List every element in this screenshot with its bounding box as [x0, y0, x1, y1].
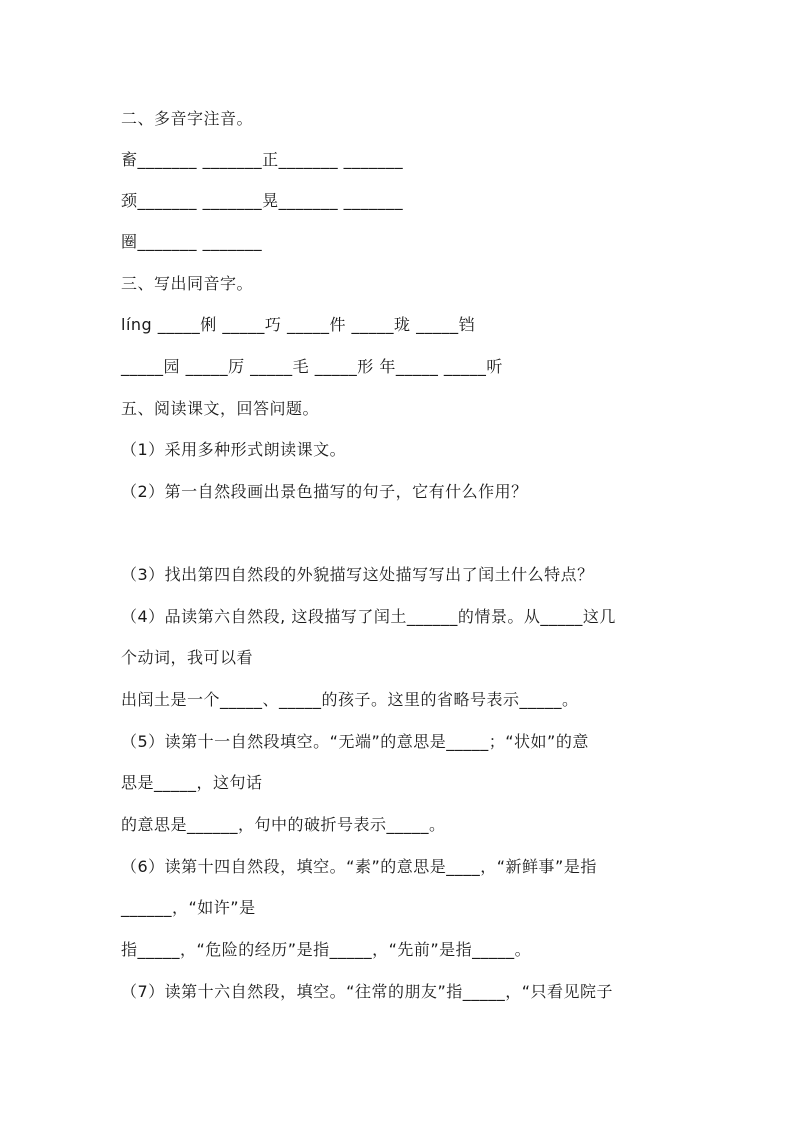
homophone-line-2: _____园 _____厉 _____毛 _____形 年_____ _____听 [121, 357, 503, 376]
question-4-line-1: （4）品读第六自然段, 这段描写了闰土______的情景。从_____这几 [121, 607, 616, 626]
homophone-line-1: líng _____俐 _____巧 _____件 _____珑 _____铛 [121, 315, 476, 334]
question-1: （1）采用多种形式朗读课文。 [121, 440, 347, 459]
question-5-line-1: （5）读第十一自然段填空。“无端”的意思是_____；“状如”的意 [121, 732, 589, 751]
question-6-line-1: （6）读第十四自然段，填空。“素”的意思是____，“新鲜事”是指 [121, 857, 597, 876]
question-2: （2）第一自然段画出景色描写的句子，它有什么作用？ [121, 482, 528, 501]
question-4-line-3: 出闰土是一个_____、_____的孩子。这里的省略号表示_____。 [121, 690, 579, 709]
question-5-line-2: 思是_____，这句话 [121, 773, 263, 792]
question-3: （3）找出第四自然段的外貌描写这处描写写出了闰土什么特点？ [121, 565, 594, 584]
question-7-line-1: （7）读第十六自然段，填空。“往常的朋友”指_____，“只看见院子 [121, 982, 614, 1001]
question-6-line-3: 指_____，“危险的经历”是指_____，“先前”是指_____。 [121, 940, 532, 959]
question-6-line-2: ______，“如许”是 [121, 898, 256, 917]
polyphone-line-3: 圈_______ _______ [121, 232, 263, 251]
section-heading-5: 五、阅读课文，回答问题。 [121, 399, 320, 418]
section-heading-3: 三、写出同音字。 [121, 274, 254, 293]
section-heading-2: 二、多音字注音。 [121, 109, 254, 128]
question-4-line-2: 个动词，我可以看 [121, 648, 254, 667]
polyphone-line-1: 畜_______ _______正_______ _______ [121, 150, 404, 169]
polyphone-line-2: 颈_______ _______晃_______ _______ [121, 191, 404, 210]
question-5-line-3: 的意思是______，句中的破折号表示_____。 [121, 815, 446, 834]
